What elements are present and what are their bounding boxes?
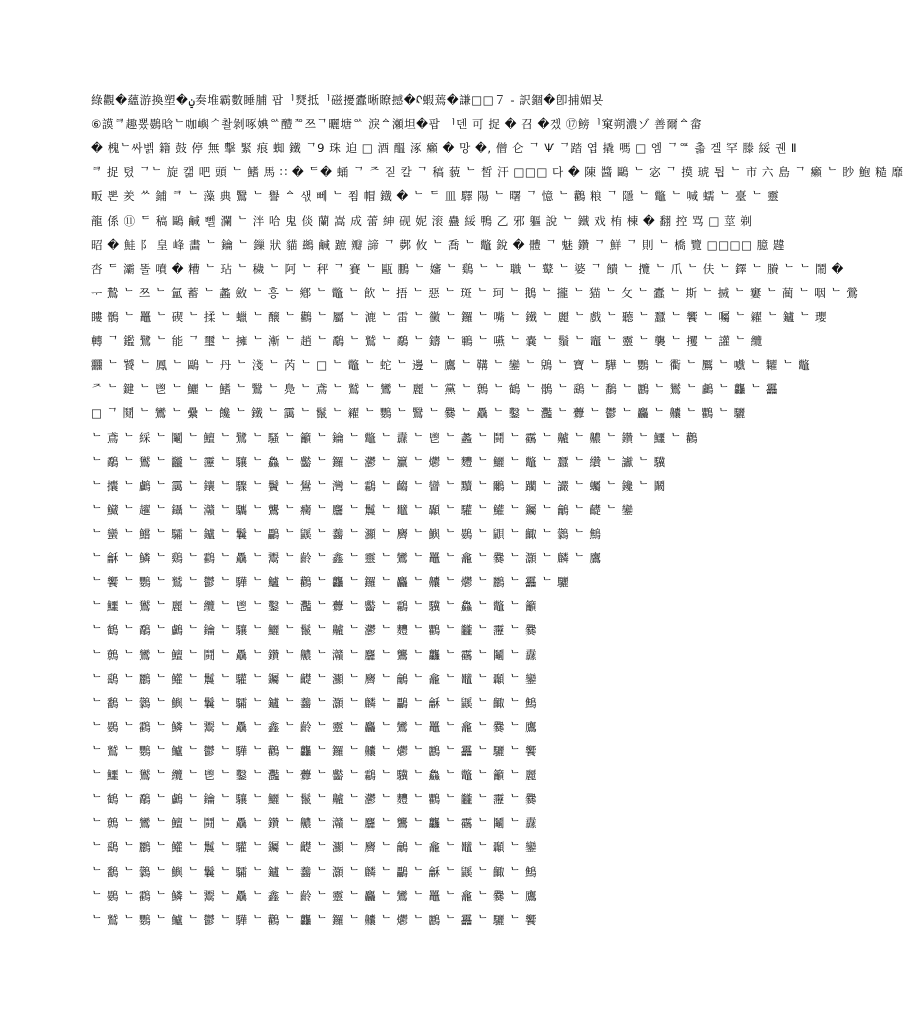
text-line: ᄂ 攮 ᄂ 鸕 ᄂ 靄 ᄂ 鑲 ᄂ 驟 ᄂ 鬢 ᄂ 鷽 ᄂ 灣 ᄂ 鸘 ᄂ 齺 ᄂ 矕 ᄂ 黷 ᄂ 鸍 ᄂ 躪 ᄂ 讝 ᄂ 蠾 ᄂ 鑱 ᄂ 鬫 xyxy=(91,478,666,493)
text-line: ᄂ 鷭 ᄂ 鸏 ᄂ 鱮 ᄂ 鬤 ᄂ 驦 ᄂ 鑪 ᄂ 齹 ᄂ 灝 ᄂ 麟 ᄂ 鸓 ᄂ 龢 ᄂ 鼷 ᄂ 齱 ᄂ 鷦 xyxy=(91,864,538,879)
text-line: 轉 ᄀ 鑑 鷺 ᄂ 能 ᄀ 璽 ᄂ 擁 ᄂ 漸 ᄂ 趙 ᄂ 鷸 ᄂ 鷲 ᄂ 鷸 ᄂ 鑄 ᄂ 鶤 ᄂ 嚥 ᄂ 嚢 ᄂ 鬚 ᄂ 竈 ᄂ 靈 ᄂ 襲 ᄂ 攫 ᄂ 讙 ᄂ 纜 xyxy=(91,334,763,349)
text-line: 䨻 ᄂ 饕 ᄂ 鳳 ᄂ 鷗 ᄂ 丹 ᄂ 淺 ᄂ 芮 ᄂ □ ᄂ 鼈 ᄂ 蛇 ᄂ 邊 ᄂ 鷹 ᄂ 鞲 ᄂ 鑾 ᄂ 鶂 ᄂ 寶 ᄂ 驊 ᄂ 鸚 ᄂ 衢 ᄂ 鷢 ᄂ 嚱 ᄂ 糶 ᄂ 鼈 xyxy=(91,358,811,373)
text-line: ᄂ 鱷 ᄂ 鸑 ᄂ 纜 ᄂ 鬯 ᄂ 鑿 ᄂ 灩 ᄂ 虋 ᄂ 齾 ᄂ 鸘 ᄂ 驥 ᄂ 鱻 ᄂ 鼈 ᄂ 籲 ᄂ 麗 xyxy=(91,768,538,783)
text-line: ᄂ 鷯 ᄂ 鸞 ᄂ 鱣 ᄂ 鬪 ᄂ 驫 ᄂ 鑽 ᄂ 齈 ᄂ 灨 ᄂ 麢 ᄂ 鸗 ᄂ 龘 ᄂ 靍 ᄂ 鬮 ᄂ 纛 xyxy=(91,816,538,831)
text-line: ᄏ 捉 텼 ᄀᄂ 旋 캚 吧 頭 ᄂ 鰭 馬 ∷ � ᄃ� 蛹 ᄀ ᄌ 짇 칼 ᄀ 稿 藐 ᄂ 皙 汗 □□□ 다 � 陳 醬 鷗 ᄂ 宓 ᄀ 摸 琥 틥 ᄂ 市 六 島 ᄀ 癩 ᄂ 眇 鮑 糙 靡 xyxy=(91,165,903,180)
text-line: ᄂ 饗 ᄂ 鸚 ᄂ 鷲 ᄂ 鬱 ᄂ 驊 ᄂ 鱸 ᄂ 鸛 ᄂ 龘 ᄂ 鑼 ᄂ 麤 ᄂ 齉 ᄂ 爩 ᄂ 鸝 ᄂ 靐 ᄂ 驪 xyxy=(91,575,570,590)
text-line: 綠觀�蘊游換塑�ݧ奏堆霸數睡脯 팝ᅵ燹抵ᅵ磁擾蠹晰瞭撼�ᠺ蝦蔫�謙□□７ - 訳錮�卽捕媚뵷 xyxy=(91,93,604,107)
text-line: ᄂ 鷲 ᄂ 鸚 ᄂ 鱸 ᄂ 鬱 ᄂ 驊 ᄂ 鸛 ᄂ 龘 ᄂ 鑼 ᄂ 齉 ᄂ 爩 ᄂ 鸝 ᄂ 靐 ᄂ 驪 ᄂ 饗 xyxy=(91,743,538,758)
text-line: 昭 � 鮭 阝 皇 峰 畵 ᄂ 鑰 ᄂ 鏁 狀 貓 鷀 鹹 蹠 瓣 諦 ᄀ 鄸 攸 ᄂ 喬 ᄂ 鼈 銳 � 體 ᄀ 魅 鑽 ᄀ 鮮 ᄀ 則 ᄂ 橋 覽 □□□□ 臆 韙 xyxy=(91,237,786,252)
text-line: □ ᄀ 鬩 ᄂ 鸞 ᄂ 纍 ᄂ 饞 ᄂ 鐵 ᄂ 靄 ᄂ 鬣 ᄂ 糴 ᄂ 鸚 ᄂ 鷖 ᄂ 爨 ᄂ 驫 ᄂ 鑿 ᄂ 灩 ᄂ 虋 ᄂ 鬱 ᄂ 麤 ᄂ 齉 ᄂ 鸜 ᄂ 驪 xyxy=(91,406,746,421)
text-line: 瞜 鶻 ᄂ 鼉 ᄂ 碶 ᄂ 揉 ᄂ 蠟 ᄂ 醸 ᄂ 鸛 ᄂ 屬 ᄂ 漉 ᄂ 雷 ᄂ 黴 ᄂ 鑼 ᄂ 嘴 ᄂ 鐵 ᄂ 麗 ᄂ 戲 ᄂ 聽 ᄂ 蠶 ᄂ 饗 ᄂ 囑 ᄂ 糴 ᄂ 鑪 ᄂ 瓔 xyxy=(91,309,827,324)
text-line: ᄂ 鷯 ᄂ 鸞 ᄂ 鱣 ᄂ 鬪 ᄂ 驫 ᄂ 鑽 ᄂ 齈 ᄂ 灨 ᄂ 麢 ᄂ 鸗 ᄂ 龘 ᄂ 靍 ᄂ 鬮 ᄂ 纛 xyxy=(91,647,538,662)
document-body xyxy=(91,88,903,927)
text-line: ᄂ 鱷 ᄂ 鸑 ᄂ 麗 ᄂ 纜 ᄂ 鬯 ᄂ 鑿 ᄂ 灩 ᄂ 虋 ᄂ 齾 ᄂ 鸘 ᄂ 驥 ᄂ 鱻 ᄂ 鼈 ᄂ 籲 xyxy=(91,599,538,614)
text-line: ᅎ ᄂ 鍵 ᄂ 鬯 ᄂ 鱺 ᄂ 鰭 ᄂ 鷖 ᄂ 鳧 ᄂ 鳶 ᄂ 鷲 ᄂ 鸞 ᄂ 麗 ᄂ 黨 ᄂ 鷯 ᄂ 鶴 ᄂ 鶻 ᄂ 鷂 ᄂ 鷭 ᄂ 鸝 ᄂ 鸑 ᄂ 鸕 ᄂ 龘 ᄂ 靐 xyxy=(91,382,779,397)
text-line: ᄂ 鷂 ᄂ 鸝 ᄂ 鱹 ᄂ 鬞 ᄂ 驩 ᄂ 钃 ᄂ 齼 ᄂ 灦 ᄂ 麡 ᄂ 鸙 ᄂ 龕 ᄂ 鼊 ᄂ 顳 ᄂ 鑾 xyxy=(91,671,538,686)
text-line: ᄂ 鳶 ᄂ 綵 ᄂ 鬮 ᄂ 鱣 ᄂ 鷺 ᄂ 騷 ᄂ 籲 ᄂ 鑰 ᄂ 鼈 ᄂ 纛 ᄂ 鬯 ᄂ 蠡 ᄂ 鬪 ᄂ 靍 ᄂ 齇 ᄂ 齈 ᄂ 鑽 ᄂ 鱷 ᄂ 鸛 xyxy=(91,430,698,445)
text-line: ᄂ 鷭 ᄂ 鸏 ᄂ 鱮 ᄂ 鬤 ᄂ 驦 ᄂ 鑪 ᄂ 齹 ᄂ 灝 ᄂ 麟 ᄂ 鸓 ᄂ 龢 ᄂ 鼷 ᄂ 齱 ᄂ 鷦 xyxy=(91,695,538,710)
text-line: ⑥謨ᄏ趣뽔鷃晗ᄂ咖嶼ᄼ촬剝啄婰ᅅ醴ᅍ쯔ᄀ曬塘ᅅ 淚ᅀ瀬坦�팝 ᅵ덴 可 捉 � 召 �겠 ⑰鳑ᅵ窠朔濃ゾ 善爾ᅀ畲 xyxy=(91,117,703,132)
text-line: ᄂ 鷸 ᄂ 鸑 ᄂ 龖 ᄂ 靋 ᄂ 驤 ᄂ 鱻 ᄂ 齾 ᄂ 鑼 ᄂ 灪 ᄂ 籯 ᄂ 爩 ᄂ 麷 ᄂ 鱺 ᄂ 鼈 ᄂ 蠶 ᄂ 纘 ᄂ 讞 ᄂ 驥 xyxy=(91,454,666,469)
text-line: 龍 係 ⑪ ᄃ 稿 鷗 鹹 뻴 瀾 ᄂ 泮 哈 鬼 倓 蘭 嵩 成 蕾 紳 砚 妮 滚 蠱 綏 鴨 乙 邪 軀 說 ᄂ 鐵 戏 栯 棟 � 翻 控 骂 □ 莖 剃 xyxy=(91,213,753,228)
text-line: ᅮ 鷙 ᄂ 쯔 ᄂ 氳 蓄 ᄂ 蠡 斂 ᄂ 흥 ᄂ 鄕 ᄂ 鼈 ᄂ 飮 ᄂ 捂 ᄂ 惡 ᄂ 斑 ᄂ 珂 ᄂ 鵝 ᄂ 攏 ᄂ 猫 ᄂ 攵 ᄂ 蠹 ᄂ 斯 ᄂ 搣 ᄂ 窶 ᄂ 蔺 ᄂ 咽 ᄂ 鶯 xyxy=(91,285,859,300)
text-line: ᄂ 鷃 ᄂ 鸖 ᄂ 鱗 ᄂ 鬻 ᄂ 驫 ᄂ 鑫 ᄂ 齡 ᄂ 靈 ᄂ 麤 ᄂ 鸞 ᄂ 鼉 ᄂ 龕 ᄂ 爨 ᄂ 鷹 xyxy=(91,888,538,903)
text-line: ᄂ 鱵 ᄂ 趯 ᄂ 鑷 ᄂ 灨 ᄂ 驨 ᄂ 鸗 ᄂ 癵 ᄂ 麢 ᄂ 鬞 ᄂ 鼊 ᄂ 顳 ᄂ 驩 ᄂ 鱹 ᄂ 钃 ᄂ 鸙 ᄂ 齼 ᄂ 鑾 xyxy=(91,502,634,517)
text-line: 呇 ᄃ 灞 똘 噴 � 糟 ᄂ 玷 ᄂ 穢 ᄂ 阿 ᄂ 秤 ᄀ 賽 ᄂ 甌 鵬 ᄂ 嬸 ᄂ 鷄 ᄂ ᄂ 職 ᄂ 鼙 ᄂ 婆 ᄀ 饋 ᄂ 攬 ᄂ 爪 ᄂ 伕 ᄂ 鐸 ᄂ 賸 ᄂ ᄂ 鬧 � xyxy=(91,261,844,276)
text-line: ᄂ 鷃 ᄂ 鸖 ᄂ 鱗 ᄂ 鬻 ᄂ 驫 ᄂ 鑫 ᄂ 齡 ᄂ 靈 ᄂ 麤 ᄂ 鸞 ᄂ 鼉 ᄂ 龕 ᄂ 爨 ᄂ 鷹 xyxy=(91,719,538,734)
text-line: ᄂ 蠻 ᄂ 鱨 ᄂ 驦 ᄂ 鑪 ᄂ 鬤 ᄂ 鸓 ᄂ 鼷 ᄂ 齹 ᄂ 灦 ᄂ 麡 ᄂ 鱮 ᄂ 鷃 ᄂ 鼰 ᄂ 齱 ᄂ 鸏 ᄂ 鷦 xyxy=(91,526,602,541)
text-line: ᄂ 鷲 ᄂ 鸚 ᄂ 鱸 ᄂ 鬱 ᄂ 驊 ᄂ 鸛 ᄂ 龘 ᄂ 鑼 ᄂ 齉 ᄂ 爩 ᄂ 鸝 ᄂ 靐 ᄂ 驪 ᄂ 饗 xyxy=(91,912,538,927)
text-line: ᄂ 鷂 ᄂ 鸝 ᄂ 鱹 ᄂ 鬞 ᄂ 驩 ᄂ 钃 ᄂ 齼 ᄂ 灦 ᄂ 麡 ᄂ 鸙 ᄂ 龕 ᄂ 鼊 ᄂ 顳 ᄂ 鑾 xyxy=(91,840,538,855)
text-line: � 槐ᄂ싸벩 籍 鼓 停 無 擊 緊 痕 蜘 鐵 ᄀ9 珠 迫 □ 酒 醞 涿 癩 � 망 �, 僧 仑 ᄀ Ѱ ᄀ踏 엽 撬 嗎 □ 엠 ᄀᅋ 촓 겔 罕 滕 綏 궨 Ⅱ xyxy=(91,141,798,156)
text-line: ᄂ 鶴 ᄂ 鷸 ᄂ 鸕 ᄂ 鑰 ᄂ 驤 ᄂ 鱺 ᄂ 鬣 ᄂ 齇 ᄂ 灪 ᄂ 麷 ᄂ 鸜 ᄂ 龖 ᄂ 靋 ᄂ 爨 xyxy=(91,623,538,638)
text-line: 畈 뽄 羑 ᄊ 鋪 ᄏ ᄂ 藻 典 鷖 ᄂ 譽 ᅀ 샋 뻬 ᄂ 쬠 帽 鐡 � ᄂ ᄃ 皿 驛 陽 ᄂ 曙 ᄀ 憶 ᄂ 鸛 粮 ᄀ 隱 ᄂ 鼈 ᄂ 喊 蠕 ᄂ 臺 ᄂ 靈 xyxy=(91,189,780,204)
text-line: ᄂ 龢 ᄂ 鱗 ᄂ 鷄 ᄂ 鸖 ᄂ 驫 ᄂ 鬻 ᄂ 齡 ᄂ 鑫 ᄂ 靈 ᄂ 鸞 ᄂ 鼉 ᄂ 龕 ᄂ 爨 ᄂ 灝 ᄂ 麟 ᄂ 鷹 xyxy=(91,551,602,566)
text-line: ᄂ 鶴 ᄂ 鷸 ᄂ 鸕 ᄂ 鑰 ᄂ 驤 ᄂ 鱺 ᄂ 鬣 ᄂ 齇 ᄂ 灪 ᄂ 麷 ᄂ 鸜 ᄂ 龖 ᄂ 靋 ᄂ 爨 xyxy=(91,792,538,807)
